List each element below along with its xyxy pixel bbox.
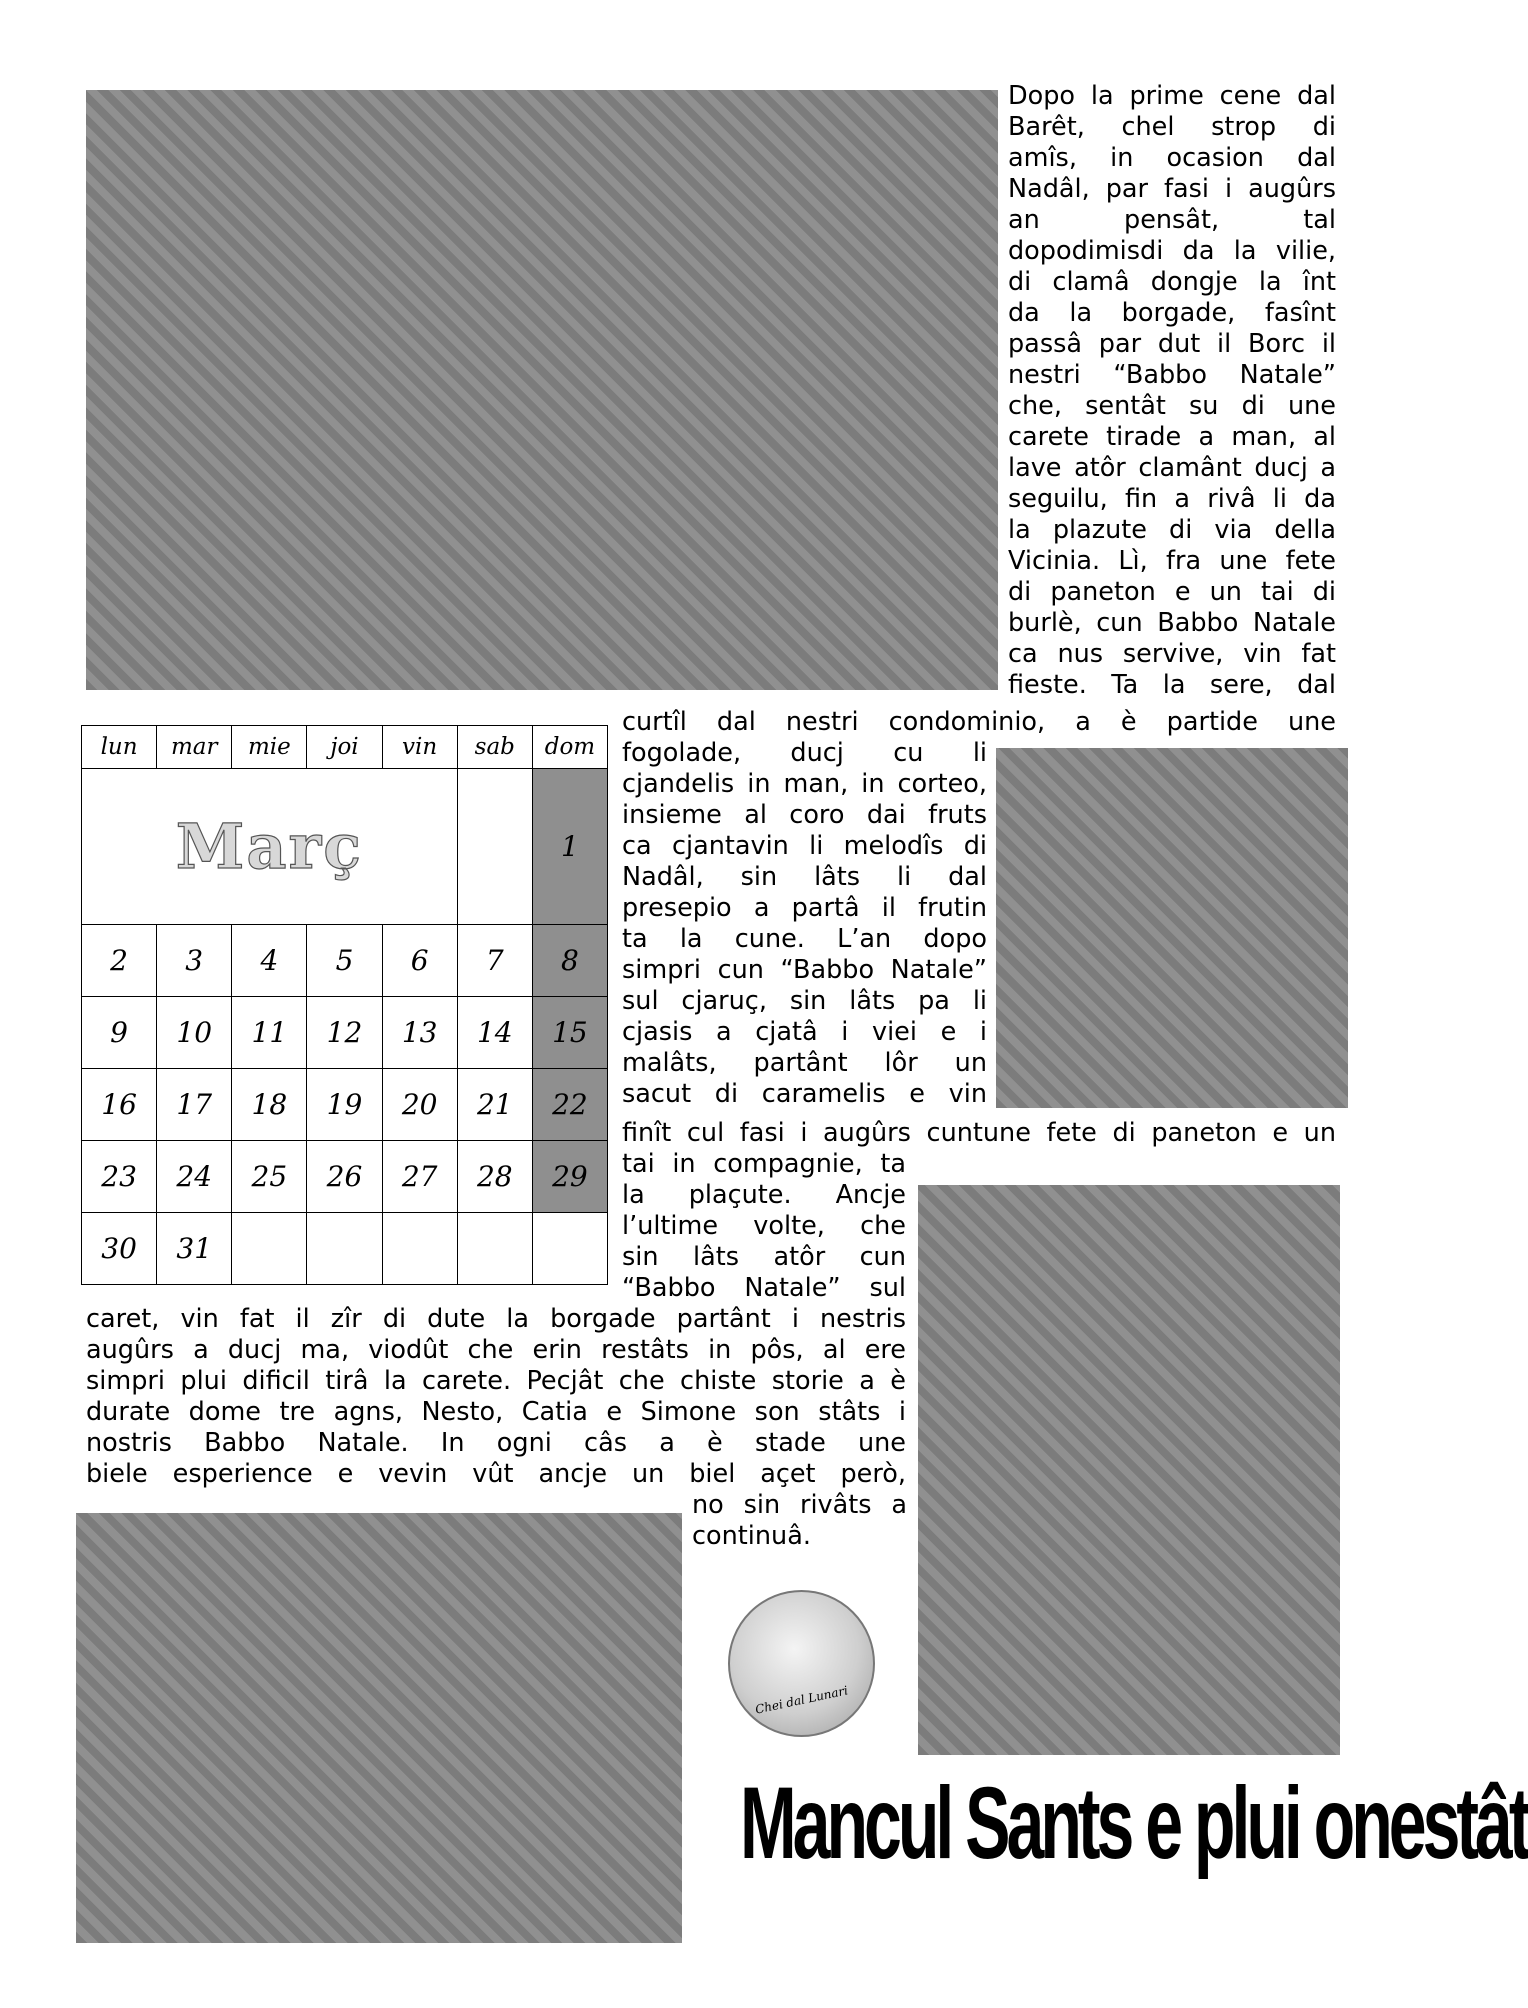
photo-santa-on-cart: [918, 1185, 1340, 1755]
text-line: sul cjaruç, sin lâts pa li: [622, 986, 987, 1016]
calendar-day-cell: 14: [457, 997, 532, 1069]
text-line: Barêt, chel strop di: [1008, 112, 1336, 142]
text-line: finît cul fasi i augûrs cuntune fete di paneton e un: [622, 1118, 1336, 1148]
calendar-day-cell: 6: [382, 925, 457, 997]
calendar-day-cell: 22: [532, 1069, 607, 1141]
text-line: fieste. Ta la sere, dal: [1008, 670, 1336, 700]
calendar-day-cell: [457, 1213, 532, 1285]
calendar-header-row: [82, 726, 608, 769]
text-line: simpri cun “Babbo Natale”: [622, 955, 987, 985]
calendar-day-header: lun: [82, 726, 157, 769]
article-wide-line-2: [622, 1118, 1336, 1149]
photo-santa-with-child: [996, 748, 1348, 1108]
text-line: che, sentât su di une: [1008, 391, 1336, 421]
text-line: no sin rivâts a: [692, 1490, 907, 1520]
text-line: an pensât, tal: [1008, 205, 1336, 235]
article-title: Mancul Sants e plui onestât: [740, 1766, 1528, 1881]
text-line: ca cjantavin li melodîs di: [622, 831, 987, 861]
calendar-week-row: [82, 925, 608, 997]
calendar-day-header: sab: [457, 726, 532, 769]
text-line: caret, vin fat il zîr di dute la borgade partânt i nestris: [86, 1304, 906, 1334]
calendar-week-row: [82, 1213, 608, 1285]
text-line: la plazute di via della: [1008, 515, 1336, 545]
text-line: dopodimisdi da la vilie,: [1008, 236, 1336, 266]
calendar-day-cell: 24: [157, 1141, 232, 1213]
text-line: burlè, cun Babbo Natale: [1008, 608, 1336, 638]
photo-procession: [76, 1513, 682, 1943]
calendar-day-cell: 4: [232, 925, 307, 997]
text-line: nostris Babbo Natale. In ogni câs a è stade une: [86, 1428, 906, 1458]
article-column-middle: [622, 738, 987, 1110]
calendar-day-cell: 8: [532, 925, 607, 997]
photo-santa-gathering: [86, 90, 998, 690]
calendar-day-header: dom: [532, 726, 607, 769]
calendar-day-cell: 17: [157, 1069, 232, 1141]
article-wide-line-1: [622, 707, 1336, 738]
calendar-day-cell: [232, 1213, 307, 1285]
calendar-day-cell: 28: [457, 1141, 532, 1213]
calendar-day-cell: 13: [382, 997, 457, 1069]
text-line: lave atôr clamânt ducj a: [1008, 453, 1336, 483]
logo-text: Chei dal Lunari: [753, 1683, 850, 1717]
text-line: amîs, in ocasion dal: [1008, 143, 1336, 173]
article-column-top: [1008, 81, 1336, 701]
calendar-day-cell: 11: [232, 997, 307, 1069]
text-line: ca nus servive, vin fat: [1008, 639, 1336, 669]
calendar-table: [81, 725, 608, 1285]
calendar-day-cell: 23: [82, 1141, 157, 1213]
text-line: l’ultime volte, che: [622, 1211, 906, 1241]
text-line: cjasis a cjatâ i viei e i: [622, 1017, 987, 1047]
text-line: continuâ.: [692, 1521, 811, 1551]
calendar-day-header: vin: [382, 726, 457, 769]
chei-dal-lunari-logo: [728, 1590, 875, 1737]
calendar-day-cell: 26: [307, 1141, 382, 1213]
text-line: cjandelis in man, in corteo,: [622, 769, 987, 799]
article-column-bottom: [86, 1304, 906, 1490]
calendar-day-cell: 31: [157, 1213, 232, 1285]
calendar-day-cell: 16: [82, 1069, 157, 1141]
text-line: fogolade, ducj cu li: [622, 738, 987, 768]
text-line: tai in compagnie, ta: [622, 1149, 906, 1179]
article-column-low: [622, 1149, 906, 1304]
text-line: carete tirade a man, al: [1008, 422, 1336, 452]
calendar-month-name: Març: [82, 769, 458, 925]
text-line: la plaçute. Ancje: [622, 1180, 906, 1210]
calendar-day-cell: 9: [82, 997, 157, 1069]
calendar-week-row: [82, 1141, 608, 1213]
calendar-day-cell: 7: [457, 925, 532, 997]
calendar-day-header: mar: [157, 726, 232, 769]
calendar-week-row: [82, 1069, 608, 1141]
calendar-day-cell: 21: [457, 1069, 532, 1141]
calendar-day-cell: 30: [82, 1213, 157, 1285]
text-line: insieme al coro dai fruts: [622, 800, 987, 830]
text-line: di paneton e un tai di: [1008, 577, 1336, 607]
text-line: Nadâl, sin lâts li dal: [622, 862, 987, 892]
calendar-day-cell: 3: [157, 925, 232, 997]
calendar-day-cell: 1: [532, 769, 607, 925]
text-line: di clamâ dongje la înt: [1008, 267, 1336, 297]
text-line: Vicinia. Lì, fra une fete: [1008, 546, 1336, 576]
calendar-day-cell: [382, 1213, 457, 1285]
calendar-day-cell: 25: [232, 1141, 307, 1213]
calendar-day-cell: 5: [307, 925, 382, 997]
text-line: sin lâts atôr cun: [622, 1242, 906, 1272]
calendar-day-cell: [532, 1213, 607, 1285]
text-line: “Babbo Natale” sul: [622, 1273, 906, 1303]
text-line: nestri “Babbo Natale”: [1008, 360, 1336, 390]
calendar-day-cell: 19: [307, 1069, 382, 1141]
text-line: seguilu, fin a rivâ li da: [1008, 484, 1336, 514]
text-line: durate dome tre agns, Nesto, Catia e Simone son stâts i: [86, 1397, 906, 1427]
article-column-end: [692, 1490, 907, 1552]
calendar-day-cell: 18: [232, 1069, 307, 1141]
calendar-day-cell: 12: [307, 997, 382, 1069]
text-line: passâ par dut il Borc il: [1008, 329, 1336, 359]
text-line: augûrs a ducj ma, viodût che erin restâts in pôs, al ere: [86, 1335, 906, 1365]
calendar-day-cell: 29: [532, 1141, 607, 1213]
calendar-day-cell: 2: [82, 925, 157, 997]
calendar-day-cell: 27: [382, 1141, 457, 1213]
text-line: da la borgade, fasînt: [1008, 298, 1336, 328]
text-line: Nadâl, par fasi i augûrs: [1008, 174, 1336, 204]
text-line: biele esperience e vevin vût ancje un biel açet però,: [86, 1459, 906, 1489]
text-line: Dopo la prime cene dal: [1008, 81, 1336, 111]
text-line: presepio a partâ il frutin: [622, 893, 987, 923]
text-line: ta la cune. L’an dopo: [622, 924, 987, 954]
calendar-day-cell: 20: [382, 1069, 457, 1141]
calendar-week-row: [82, 997, 608, 1069]
calendar-day-cell: 15: [532, 997, 607, 1069]
text-line: curtîl dal nestri condominio, a è partide une: [622, 707, 1336, 737]
text-line: malâts, partânt lôr un: [622, 1048, 987, 1078]
calendar-week-row: [82, 769, 608, 925]
text-line: simpri plui dificil tirâ la carete. Pecjât che chiste storie a è: [86, 1366, 906, 1396]
calendar-day-header: joi: [307, 726, 382, 769]
calendar-day-cell: [457, 769, 532, 925]
calendar-day-cell: 10: [157, 997, 232, 1069]
text-line: sacut di caramelis e vin: [622, 1079, 987, 1109]
calendar-day-cell: [307, 1213, 382, 1285]
calendar-day-header: mie: [232, 726, 307, 769]
